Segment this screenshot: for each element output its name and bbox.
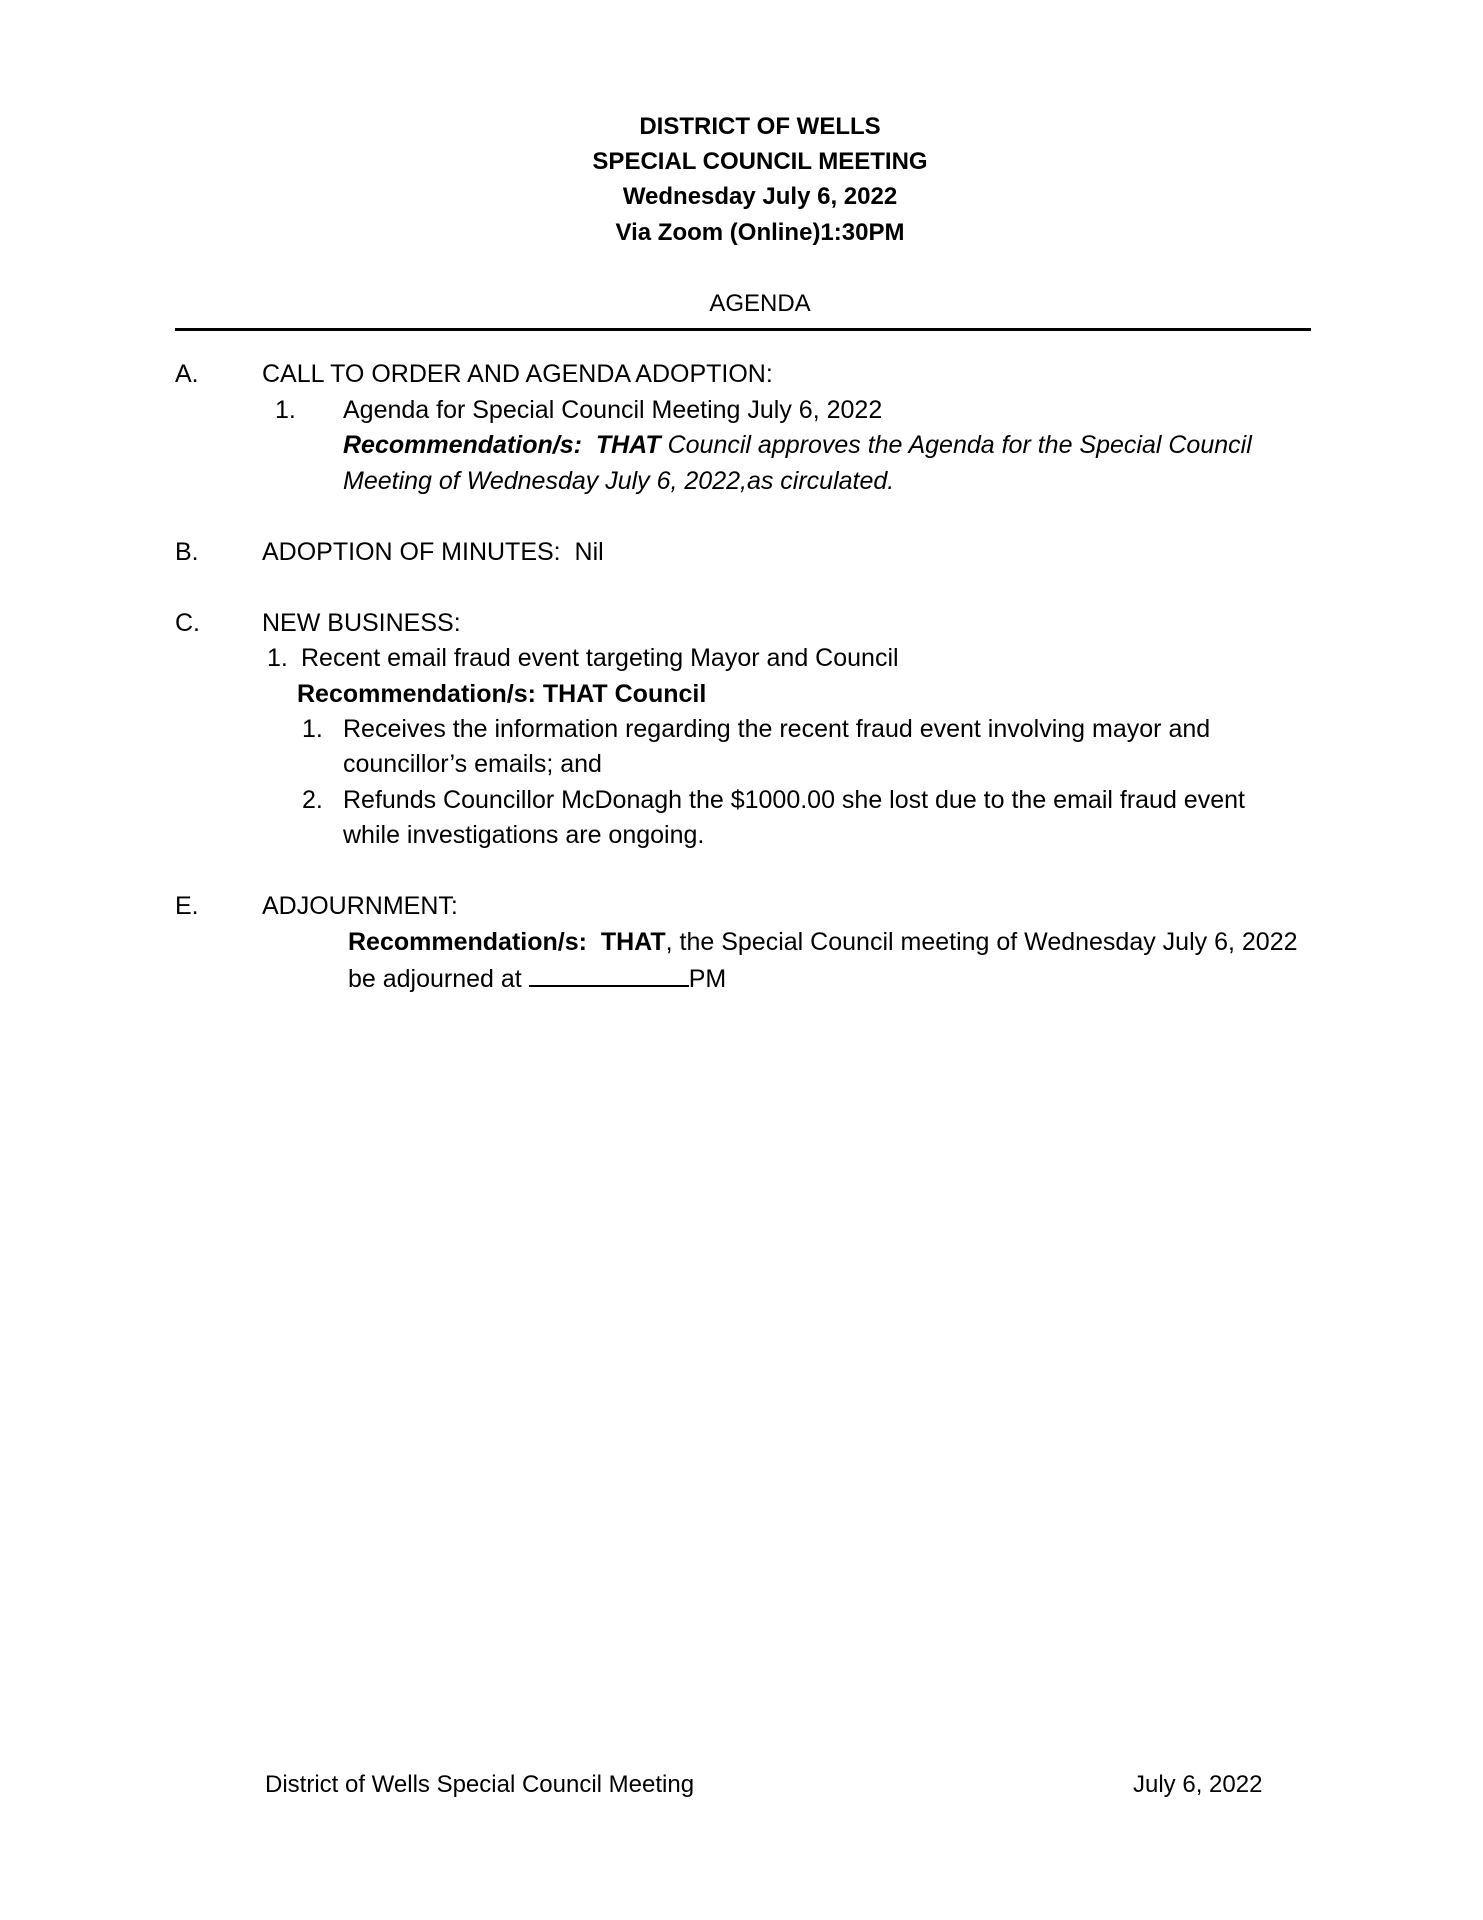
header-divider — [175, 328, 1311, 331]
agenda-heading: AGENDA — [709, 290, 811, 317]
section-a-title: CALL TO ORDER AND AGENDA ADOPTION: — [262, 360, 773, 388]
section-e-rec-text-2-suffix: PM — [688, 965, 727, 993]
section-c-item-text: Recent email fraud event targeting Mayor and Council — [301, 644, 899, 672]
section-c-subitem-2-line2: while investigations are ongoing. — [343, 821, 705, 849]
section-a-rec-text-2: Meeting of Wednesday July 6, 2022,as circulated. — [343, 467, 895, 495]
section-b-letter: B. — [175, 538, 199, 566]
section-a-rec-label: Recommendation/s: — [343, 431, 582, 459]
section-c-item-number: 1. — [267, 644, 288, 672]
section-a-rec-text-1: Council approves the Agenda for the Special Council — [667, 431, 1252, 459]
section-c-subitem-1-number: 1. — [302, 715, 323, 743]
section-a-item-number: 1. — [275, 396, 296, 424]
section-c-subitem-2-line1: Refunds Councillor McDonagh the $1000.00 she lost due to the email fraud event — [343, 786, 1245, 814]
meeting-location-time: Via Zoom (Online)1:30PM — [615, 219, 905, 246]
section-c-subitem-2-number: 2. — [302, 786, 323, 814]
section-c-letter: C. — [175, 609, 200, 637]
section-e-letter: E. — [175, 892, 199, 920]
section-c-subitem-1-line1: Receives the information regarding the recent fraud event involving mayor and — [343, 715, 1211, 743]
section-e-rec-line-2 — [348, 963, 726, 994]
footer-date: July 6, 2022 — [1133, 1771, 1263, 1798]
section-a-item-text: Agenda for Special Council Meeting July 6, 2022 — [343, 396, 883, 424]
section-a-recommendation — [343, 431, 1252, 460]
footer-meeting-name: District of Wells Special Council Meeting — [265, 1771, 695, 1798]
meeting-date: Wednesday July 6, 2022 — [622, 183, 898, 210]
meeting-type: SPECIAL COUNCIL MEETING — [592, 148, 928, 175]
section-b-title: ADOPTION OF MINUTES: Nil — [262, 538, 604, 566]
section-c-recommendation: Recommendation/s: THAT Council — [297, 680, 707, 708]
section-e-rec-that: THAT — [600, 928, 666, 956]
section-c-subitem-1-line2: councillor’s emails; and — [343, 750, 602, 778]
section-a-letter: A. — [175, 360, 199, 388]
section-e-rec-label: Recommendation/s: — [348, 928, 587, 956]
adjournment-time-blank[interactable] — [529, 963, 689, 987]
section-e-recommendation — [348, 928, 1298, 957]
section-e-rec-text-1: , the Special Council meeting of Wednesday July 6, 2022 — [665, 928, 1298, 956]
section-c-title: NEW BUSINESS: — [262, 609, 461, 637]
section-e-title: ADJOURNMENT: — [262, 892, 458, 920]
section-e-rec-text-2-prefix: be adjourned at — [348, 965, 529, 993]
section-a-rec-that: THAT — [595, 431, 661, 459]
document-title: DISTRICT OF WELLS — [639, 113, 881, 140]
